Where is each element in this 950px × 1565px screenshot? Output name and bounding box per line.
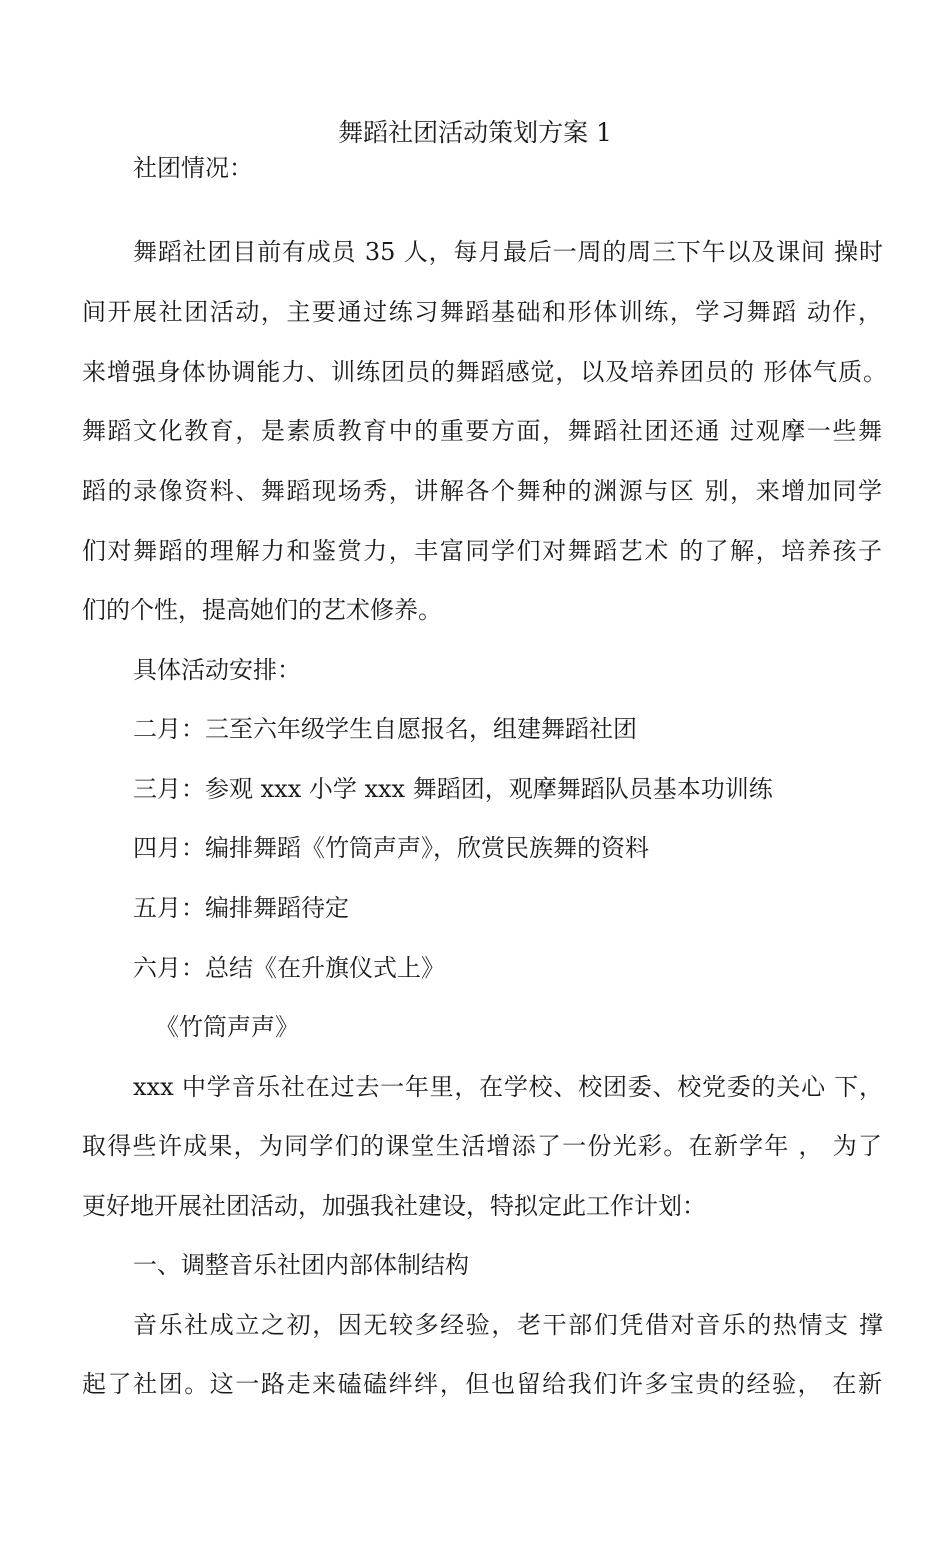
paragraph-line: 起了社团。这一路走来磕磕绊绊，但也留给我们许多宝贵的经验， 在新	[82, 1370, 882, 1398]
schedule-item: 四月：编排舞蹈《竹筒声声》，欣赏民族舞的资料	[133, 834, 649, 862]
paragraph-line: 来增强身体协调能力、训练团员的舞蹈感觉，以及培养团员的 形体气质。	[82, 358, 887, 386]
paragraph-line: 舞蹈文化教育，是素质教育中的重要方面，舞蹈社团还通 过观摩一些舞	[82, 417, 882, 445]
paragraph-line: 更好地开展社团活动，加强我社建设，特拟定此工作计划：	[82, 1192, 706, 1220]
schedule-item: 三月：参观 xxx 小学 xxx 舞蹈团，观摩舞蹈队员基本功训练	[133, 775, 773, 803]
paragraph-line: 社团情况：	[133, 154, 253, 182]
paragraph-line: 们对舞蹈的理解力和鉴赏力，丰富同学们对舞蹈艺术 的了解，培养孩子	[82, 537, 882, 565]
paragraph-line: 取得些许成果，为同学们的课堂生活增添了一份光彩。在新学年 ， 为了	[82, 1132, 882, 1160]
subsection-heading: 《竹筒声声》	[155, 1013, 299, 1041]
schedule-item: 二月：三至六年级学生自愿报名，组建舞蹈社团	[133, 715, 637, 743]
paragraph-line: 音乐社成立之初，因无较多经验，老干部们凭借对音乐的热情支 撑	[133, 1311, 883, 1339]
paragraph-line: 舞蹈社团目前有成员 35 人，每月最后一周的周三下午以及课间 操时	[133, 238, 883, 266]
schedule-item: 六月：总结《在升旗仪式上》	[133, 954, 445, 982]
paragraph-line: xxx 中学音乐社在过去一年里，在学校、校团委、校党委的关心 下，	[133, 1073, 883, 1101]
paragraph-line: 们的个性，提高她们的艺术修养。	[82, 596, 442, 624]
document-title: 舞蹈社团活动策划方案 1	[338, 118, 612, 147]
paragraph-line: 蹈的录像资料、舞蹈现场秀，讲解各个舞种的渊源与区 别，来增加同学	[82, 477, 882, 505]
section-heading: 一、调整音乐社团内部体制结构	[133, 1251, 469, 1279]
schedule-item: 五月：编排舞蹈待定	[133, 894, 349, 922]
section-heading: 具体活动安排：	[133, 656, 301, 684]
paragraph-line: 间开展社团活动，主要通过练习舞蹈基础和形体训练，学习舞蹈 动作，	[82, 298, 882, 326]
